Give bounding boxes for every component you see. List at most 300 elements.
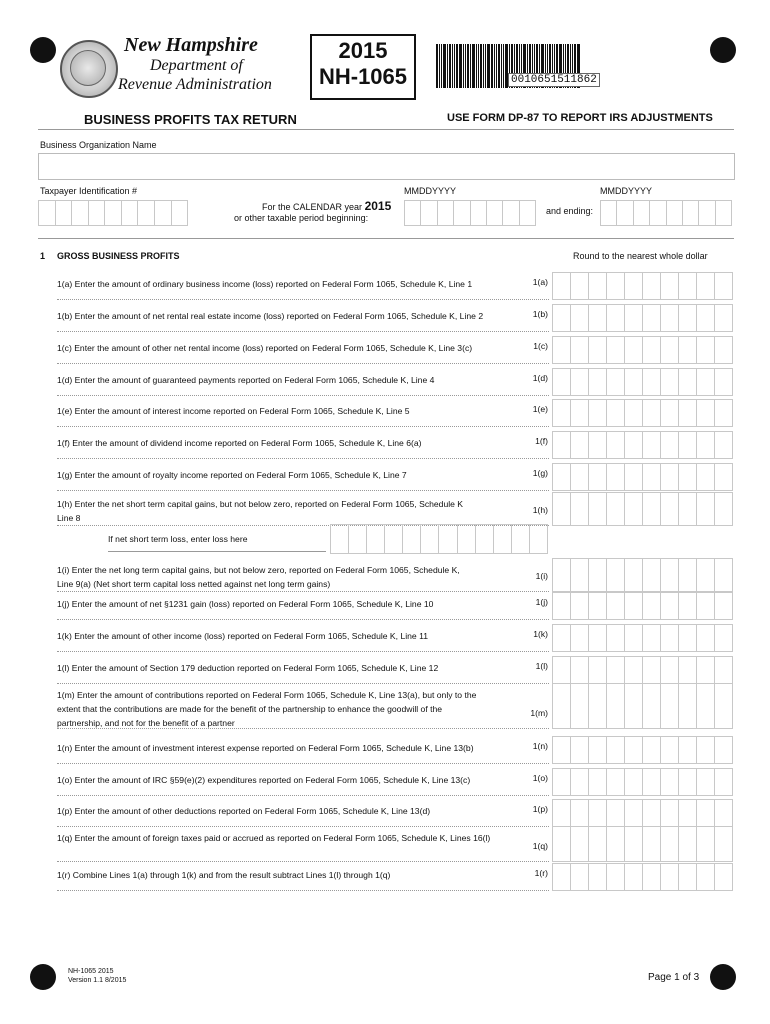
digit-cell[interactable] xyxy=(154,200,171,226)
digit-cell[interactable] xyxy=(606,463,624,491)
amount-field[interactable] xyxy=(552,736,733,762)
row-separator xyxy=(57,763,549,764)
digit-cell[interactable] xyxy=(570,431,588,459)
line-description-cont: Line 9(a) (Net short term capital loss netted against net long term gains) xyxy=(57,579,331,589)
digit-cell[interactable] xyxy=(552,431,570,459)
digit-cell[interactable] xyxy=(552,336,570,364)
digit-cell[interactable] xyxy=(624,368,642,396)
digit-cell[interactable] xyxy=(678,558,696,592)
digit-cell[interactable] xyxy=(624,592,642,620)
digit-cell[interactable] xyxy=(624,826,642,862)
digit-cell[interactable] xyxy=(624,463,642,491)
digit-cell[interactable] xyxy=(588,656,606,684)
barcode-number: 0010651511862 xyxy=(508,73,600,87)
digit-cell[interactable] xyxy=(642,768,660,796)
digit-cell[interactable] xyxy=(570,863,588,891)
digit-cell[interactable] xyxy=(552,463,570,491)
digit-cell[interactable] xyxy=(649,200,665,226)
digit-cell[interactable] xyxy=(698,200,714,226)
line-label: 1(i) xyxy=(535,571,548,581)
corner-marker-top-left xyxy=(30,37,56,63)
digit-cell[interactable] xyxy=(642,431,660,459)
digit-cell[interactable] xyxy=(38,200,55,226)
digit-cell[interactable] xyxy=(552,736,570,764)
digit-cell[interactable] xyxy=(624,683,642,729)
line-label: 1(e) xyxy=(532,404,548,414)
digit-cell[interactable] xyxy=(624,558,642,592)
digit-cell[interactable] xyxy=(624,799,642,827)
digit-cell[interactable] xyxy=(696,683,714,729)
row-separator xyxy=(57,619,549,620)
digit-cell[interactable] xyxy=(552,368,570,396)
digit-cell[interactable] xyxy=(624,272,642,300)
digit-cell[interactable] xyxy=(678,683,696,729)
digit-cell[interactable] xyxy=(570,826,588,862)
digit-cell[interactable] xyxy=(570,272,588,300)
digit-cell[interactable] xyxy=(696,304,714,332)
digit-cell[interactable] xyxy=(348,524,366,554)
digit-cell[interactable] xyxy=(402,524,420,554)
line-description: 1(d) Enter the amount of guaranteed payments reported on Federal Form 1065, Schedule K, Line 4 xyxy=(57,375,435,385)
digit-cell[interactable] xyxy=(642,592,660,620)
digit-cell[interactable] xyxy=(588,399,606,427)
digit-cell[interactable] xyxy=(588,624,606,652)
row-separator xyxy=(57,490,549,491)
digit-cell[interactable] xyxy=(588,799,606,827)
calendar-year: 2015 xyxy=(364,199,392,213)
digit-cell[interactable] xyxy=(420,524,438,554)
digit-cell[interactable] xyxy=(588,492,606,526)
digit-cell[interactable] xyxy=(570,656,588,684)
revenue-admin-name: Revenue Administration xyxy=(118,76,272,93)
digit-cell[interactable] xyxy=(552,399,570,427)
digit-cell[interactable] xyxy=(606,656,624,684)
line-label: 1(n) xyxy=(532,741,548,751)
digit-cell[interactable] xyxy=(714,826,733,862)
digit-cell[interactable] xyxy=(570,768,588,796)
amount-field[interactable] xyxy=(552,492,733,524)
digit-cell[interactable] xyxy=(552,492,570,526)
amount-field[interactable] xyxy=(552,656,733,682)
digit-cell[interactable] xyxy=(330,524,348,554)
digit-cell[interactable] xyxy=(552,799,570,827)
digit-cell[interactable] xyxy=(588,463,606,491)
digit-cell[interactable] xyxy=(660,336,678,364)
digit-cell[interactable] xyxy=(71,200,88,226)
digit-cell[interactable] xyxy=(642,826,660,862)
digit-cell[interactable] xyxy=(552,558,570,592)
digit-cell[interactable] xyxy=(660,656,678,684)
org-name-label: Business Organization Name xyxy=(40,140,157,150)
digit-cell[interactable] xyxy=(529,524,548,554)
digit-cell[interactable] xyxy=(438,524,456,554)
digit-cell[interactable] xyxy=(660,463,678,491)
line-description: 1(e) Enter the amount of interest income reported on Federal Form 1065, Schedule K, Line 5 xyxy=(57,406,410,416)
digit-cell[interactable] xyxy=(588,304,606,332)
calendar-text xyxy=(262,199,391,213)
digit-cell[interactable] xyxy=(606,624,624,652)
digit-cell[interactable] xyxy=(660,624,678,652)
digit-cell[interactable] xyxy=(633,200,649,226)
digit-cell[interactable] xyxy=(606,558,624,592)
section-title: GROSS BUSINESS PROFITS xyxy=(57,251,180,261)
digit-cell[interactable] xyxy=(660,304,678,332)
digit-cell[interactable] xyxy=(624,492,642,526)
digit-cell[interactable] xyxy=(606,736,624,764)
digit-cell[interactable] xyxy=(642,736,660,764)
digit-cell[interactable] xyxy=(696,431,714,459)
digit-cell[interactable] xyxy=(606,431,624,459)
digit-cell[interactable] xyxy=(588,336,606,364)
line-label: 1(m) xyxy=(530,708,548,718)
digit-cell[interactable] xyxy=(606,304,624,332)
digit-cell[interactable] xyxy=(678,304,696,332)
digit-cell[interactable] xyxy=(714,799,733,827)
line-label: 1(r) xyxy=(534,868,548,878)
amount-field[interactable] xyxy=(552,799,733,825)
digit-cell[interactable] xyxy=(678,431,696,459)
digit-cell[interactable] xyxy=(642,624,660,652)
digit-cell[interactable] xyxy=(552,592,570,620)
digit-cell[interactable] xyxy=(570,592,588,620)
digit-cell[interactable] xyxy=(511,524,529,554)
amount-field[interactable] xyxy=(552,304,733,330)
digit-cell[interactable] xyxy=(660,431,678,459)
amount-field[interactable] xyxy=(552,863,733,889)
divider xyxy=(38,238,734,239)
digit-cell[interactable] xyxy=(660,736,678,764)
amount-field[interactable] xyxy=(552,368,733,394)
digit-cell[interactable] xyxy=(714,431,733,459)
digit-cell[interactable] xyxy=(678,399,696,427)
digit-cell[interactable] xyxy=(660,683,678,729)
digit-cell[interactable] xyxy=(104,200,121,226)
digit-cell[interactable] xyxy=(624,768,642,796)
digit-cell[interactable] xyxy=(678,736,696,764)
corner-marker-bottom-right xyxy=(710,964,736,990)
digit-cell[interactable] xyxy=(171,200,189,226)
line-label: 1(p) xyxy=(532,804,548,814)
digit-cell[interactable] xyxy=(660,399,678,427)
line-description: 1(n) Enter the amount of investment interest expense reported on Federal Form 1065, Schedule K, Line 13(b) xyxy=(57,743,474,753)
digit-cell[interactable] xyxy=(552,863,570,891)
digit-cell[interactable] xyxy=(552,656,570,684)
digit-cell[interactable] xyxy=(696,336,714,364)
digit-cell[interactable] xyxy=(714,863,733,891)
digit-cell[interactable] xyxy=(696,272,714,300)
state-seal-icon xyxy=(60,40,118,98)
digit-cell[interactable] xyxy=(678,368,696,396)
row-separator xyxy=(57,458,549,459)
digit-cell[interactable] xyxy=(600,200,616,226)
digit-cell[interactable] xyxy=(624,431,642,459)
line-description: 1(j) Enter the amount of net §1231 gain (loss) reported on Federal Form 1065, Schedule K, Line 10 xyxy=(57,599,434,609)
amount-field[interactable] xyxy=(552,272,733,298)
row-separator xyxy=(57,331,549,332)
digit-cell[interactable] xyxy=(588,431,606,459)
line-label: 1(g) xyxy=(532,468,548,478)
digit-cell[interactable] xyxy=(570,336,588,364)
footer-version: Version 1.1 8/2015 xyxy=(68,977,127,984)
digit-cell[interactable] xyxy=(606,399,624,427)
digit-cell[interactable] xyxy=(437,200,453,226)
digit-cell[interactable] xyxy=(470,200,486,226)
form-id-box xyxy=(310,34,416,100)
digit-cell[interactable] xyxy=(570,304,588,332)
begin-date-field[interactable] xyxy=(404,200,536,224)
digit-cell[interactable] xyxy=(714,683,733,729)
digit-cell[interactable] xyxy=(552,304,570,332)
digit-cell[interactable] xyxy=(714,368,733,396)
digit-cell[interactable] xyxy=(678,336,696,364)
digit-cell[interactable] xyxy=(502,200,518,226)
digit-cell[interactable] xyxy=(606,592,624,620)
digit-cell[interactable] xyxy=(420,200,436,226)
digit-cell[interactable] xyxy=(714,492,733,526)
digit-cell[interactable] xyxy=(570,624,588,652)
digit-cell[interactable] xyxy=(519,200,536,226)
digit-cell[interactable] xyxy=(606,799,624,827)
digit-cell[interactable] xyxy=(714,736,733,764)
digit-cell[interactable] xyxy=(88,200,105,226)
digit-cell[interactable] xyxy=(660,558,678,592)
round-note: Round to the nearest whole dollar xyxy=(573,251,708,261)
digit-cell[interactable] xyxy=(696,368,714,396)
digit-cell[interactable] xyxy=(552,272,570,300)
digit-cell[interactable] xyxy=(366,524,384,554)
digit-cell[interactable] xyxy=(696,558,714,592)
digit-cell[interactable] xyxy=(642,799,660,827)
line-description: 1(l) Enter the amount of Section 179 deduction reported on Federal Form 1065, Schedule K, Line 12 xyxy=(57,663,439,673)
digit-cell[interactable] xyxy=(666,200,682,226)
digit-cell[interactable] xyxy=(696,799,714,827)
line-label: 1(q) xyxy=(532,841,548,851)
digit-cell[interactable] xyxy=(570,463,588,491)
footer-form-year: NH-1065 2015 xyxy=(68,968,114,975)
digit-cell[interactable] xyxy=(624,399,642,427)
digit-cell[interactable] xyxy=(624,863,642,891)
digit-cell[interactable] xyxy=(696,592,714,620)
section-number: 1 xyxy=(40,251,46,261)
org-name-field[interactable] xyxy=(38,153,735,180)
digit-cell[interactable] xyxy=(696,736,714,764)
digit-cell[interactable] xyxy=(453,200,469,226)
row-separator xyxy=(57,728,549,729)
divider xyxy=(38,129,734,130)
amount-field[interactable] xyxy=(552,592,733,618)
digit-cell[interactable] xyxy=(696,656,714,684)
digit-cell[interactable] xyxy=(678,592,696,620)
digit-cell[interactable] xyxy=(678,799,696,827)
amount-field[interactable] xyxy=(552,683,733,727)
digit-cell[interactable] xyxy=(588,368,606,396)
digit-cell[interactable] xyxy=(642,492,660,526)
line-description-cont: partnership, and not for the benefit of a partner xyxy=(57,718,235,728)
digit-cell[interactable] xyxy=(570,368,588,396)
digit-cell[interactable] xyxy=(606,336,624,364)
digit-cell[interactable] xyxy=(660,592,678,620)
digit-cell[interactable] xyxy=(714,463,733,491)
digit-cell[interactable] xyxy=(552,768,570,796)
digit-cell[interactable] xyxy=(624,336,642,364)
digit-cell[interactable] xyxy=(606,368,624,396)
end-date-field[interactable] xyxy=(600,200,732,224)
digit-cell[interactable] xyxy=(678,863,696,891)
digit-cell[interactable] xyxy=(624,656,642,684)
digit-cell[interactable] xyxy=(588,683,606,729)
department-name: Department of xyxy=(150,57,243,74)
digit-cell[interactable] xyxy=(714,272,733,300)
digit-cell[interactable] xyxy=(660,768,678,796)
digit-cell[interactable] xyxy=(570,399,588,427)
digit-cell[interactable] xyxy=(678,826,696,862)
digit-cell[interactable] xyxy=(696,399,714,427)
digit-cell[interactable] xyxy=(660,368,678,396)
digit-cell[interactable] xyxy=(552,826,570,862)
digit-cell[interactable] xyxy=(624,304,642,332)
digit-cell[interactable] xyxy=(660,863,678,891)
digit-cell[interactable] xyxy=(55,200,72,226)
digit-cell[interactable] xyxy=(642,656,660,684)
page-number: Page 1 of 3 xyxy=(648,972,700,983)
digit-cell[interactable] xyxy=(588,863,606,891)
amount-field[interactable] xyxy=(552,463,733,489)
digit-cell[interactable] xyxy=(714,399,733,427)
digit-cell[interactable] xyxy=(570,558,588,592)
line-description: 1(p) Enter the amount of other deductions reported on Federal Form 1065, Schedule K, Line 13(d) xyxy=(57,806,431,816)
short-term-loss-field[interactable] xyxy=(330,524,548,552)
digit-cell[interactable] xyxy=(660,799,678,827)
digit-cell[interactable] xyxy=(606,683,624,729)
digit-cell[interactable] xyxy=(570,492,588,526)
digit-cell[interactable] xyxy=(588,558,606,592)
digit-cell[interactable] xyxy=(714,768,733,796)
digit-cell[interactable] xyxy=(696,624,714,652)
digit-cell[interactable] xyxy=(696,463,714,491)
digit-cell[interactable] xyxy=(137,200,154,226)
digit-cell[interactable] xyxy=(660,272,678,300)
form-instruction: USE FORM DP-87 TO REPORT IRS ADJUSTMENTS xyxy=(447,112,713,124)
line-label: 1(f) xyxy=(535,436,548,446)
digit-cell[interactable] xyxy=(121,200,138,226)
digit-cell[interactable] xyxy=(714,592,733,620)
digit-cell[interactable] xyxy=(678,768,696,796)
digit-cell[interactable] xyxy=(570,799,588,827)
digit-cell[interactable] xyxy=(714,558,733,592)
digit-cell[interactable] xyxy=(642,463,660,491)
digit-cell[interactable] xyxy=(642,336,660,364)
digit-cell[interactable] xyxy=(678,624,696,652)
digit-cell[interactable] xyxy=(552,624,570,652)
digit-cell[interactable] xyxy=(642,863,660,891)
digit-cell[interactable] xyxy=(696,768,714,796)
digit-cell[interactable] xyxy=(606,826,624,862)
amount-field[interactable] xyxy=(552,431,733,457)
digit-cell[interactable] xyxy=(588,768,606,796)
begin-date-format: MMDDYYYY xyxy=(404,186,457,196)
digit-cell[interactable] xyxy=(678,272,696,300)
tin-label: Taxpayer Identification # xyxy=(40,186,138,196)
digit-cell[interactable] xyxy=(682,200,698,226)
digit-cell[interactable] xyxy=(714,656,733,684)
digit-cell[interactable] xyxy=(696,492,714,526)
digit-cell[interactable] xyxy=(624,624,642,652)
digit-cell[interactable] xyxy=(588,736,606,764)
row-separator xyxy=(57,591,549,592)
line-description-cont: Line 8 xyxy=(57,513,81,523)
short-term-loss-underline xyxy=(108,551,326,552)
digit-cell[interactable] xyxy=(714,304,733,332)
digit-cell[interactable] xyxy=(642,368,660,396)
digit-cell[interactable] xyxy=(588,826,606,862)
line-label: 1(h) xyxy=(532,505,548,515)
digit-cell[interactable] xyxy=(696,863,714,891)
line-description: 1(f) Enter the amount of dividend income reported on Federal Form 1065, Schedule K, Line 6(a) xyxy=(57,438,422,448)
digit-cell[interactable] xyxy=(678,463,696,491)
digit-cell[interactable] xyxy=(624,736,642,764)
digit-cell[interactable] xyxy=(714,624,733,652)
row-separator xyxy=(57,426,549,427)
digit-cell[interactable] xyxy=(384,524,402,554)
digit-cell[interactable] xyxy=(678,656,696,684)
form-number: NH-1065 xyxy=(318,64,408,89)
digit-cell[interactable] xyxy=(642,683,660,729)
digit-cell[interactable] xyxy=(552,683,570,729)
digit-cell[interactable] xyxy=(475,524,493,554)
digit-cell[interactable] xyxy=(642,399,660,427)
digit-cell[interactable] xyxy=(606,863,624,891)
digit-cell[interactable] xyxy=(457,524,475,554)
amount-field[interactable] xyxy=(552,624,733,650)
tin-field[interactable] xyxy=(38,200,188,224)
amount-field[interactable] xyxy=(552,768,733,794)
amount-field[interactable] xyxy=(552,336,733,362)
digit-cell[interactable] xyxy=(588,272,606,300)
line-label: 1(b) xyxy=(532,309,548,319)
digit-cell[interactable] xyxy=(660,826,678,862)
line-description: 1(r) Combine Lines 1(a) through 1(k) and from the result subtract Lines 1(l) through 1(q) xyxy=(57,870,391,880)
digit-cell[interactable] xyxy=(606,272,624,300)
row-separator xyxy=(57,651,549,652)
digit-cell[interactable] xyxy=(606,768,624,796)
and-ending-label: and ending: xyxy=(546,206,594,216)
digit-cell[interactable] xyxy=(642,304,660,332)
line-label: 1(j) xyxy=(535,597,548,607)
digit-cell[interactable] xyxy=(606,492,624,526)
digit-cell[interactable] xyxy=(714,336,733,364)
line-description: 1(h) Enter the net short term capital gains, but not below zero, reported on Federal Form 1065, Schedule K xyxy=(57,499,464,509)
digit-cell[interactable] xyxy=(493,524,511,554)
line-description-cont: extent that the contributions are made for the benefit of the partnership to enhance the goodwill of the xyxy=(57,704,443,714)
digit-cell[interactable] xyxy=(404,200,420,226)
digit-cell[interactable] xyxy=(570,736,588,764)
digit-cell[interactable] xyxy=(486,200,502,226)
amount-field[interactable] xyxy=(552,826,733,860)
amount-field[interactable] xyxy=(552,558,733,590)
digit-cell[interactable] xyxy=(616,200,632,226)
line-label: 1(a) xyxy=(532,277,548,287)
digit-cell[interactable] xyxy=(588,592,606,620)
digit-cell[interactable] xyxy=(642,272,660,300)
row-separator xyxy=(57,861,549,862)
amount-field[interactable] xyxy=(552,399,733,425)
digit-cell[interactable] xyxy=(642,558,660,592)
digit-cell[interactable] xyxy=(715,200,732,226)
digit-cell[interactable] xyxy=(570,683,588,729)
digit-cell[interactable] xyxy=(696,826,714,862)
digit-cell[interactable] xyxy=(678,492,696,526)
digit-cell[interactable] xyxy=(660,492,678,526)
